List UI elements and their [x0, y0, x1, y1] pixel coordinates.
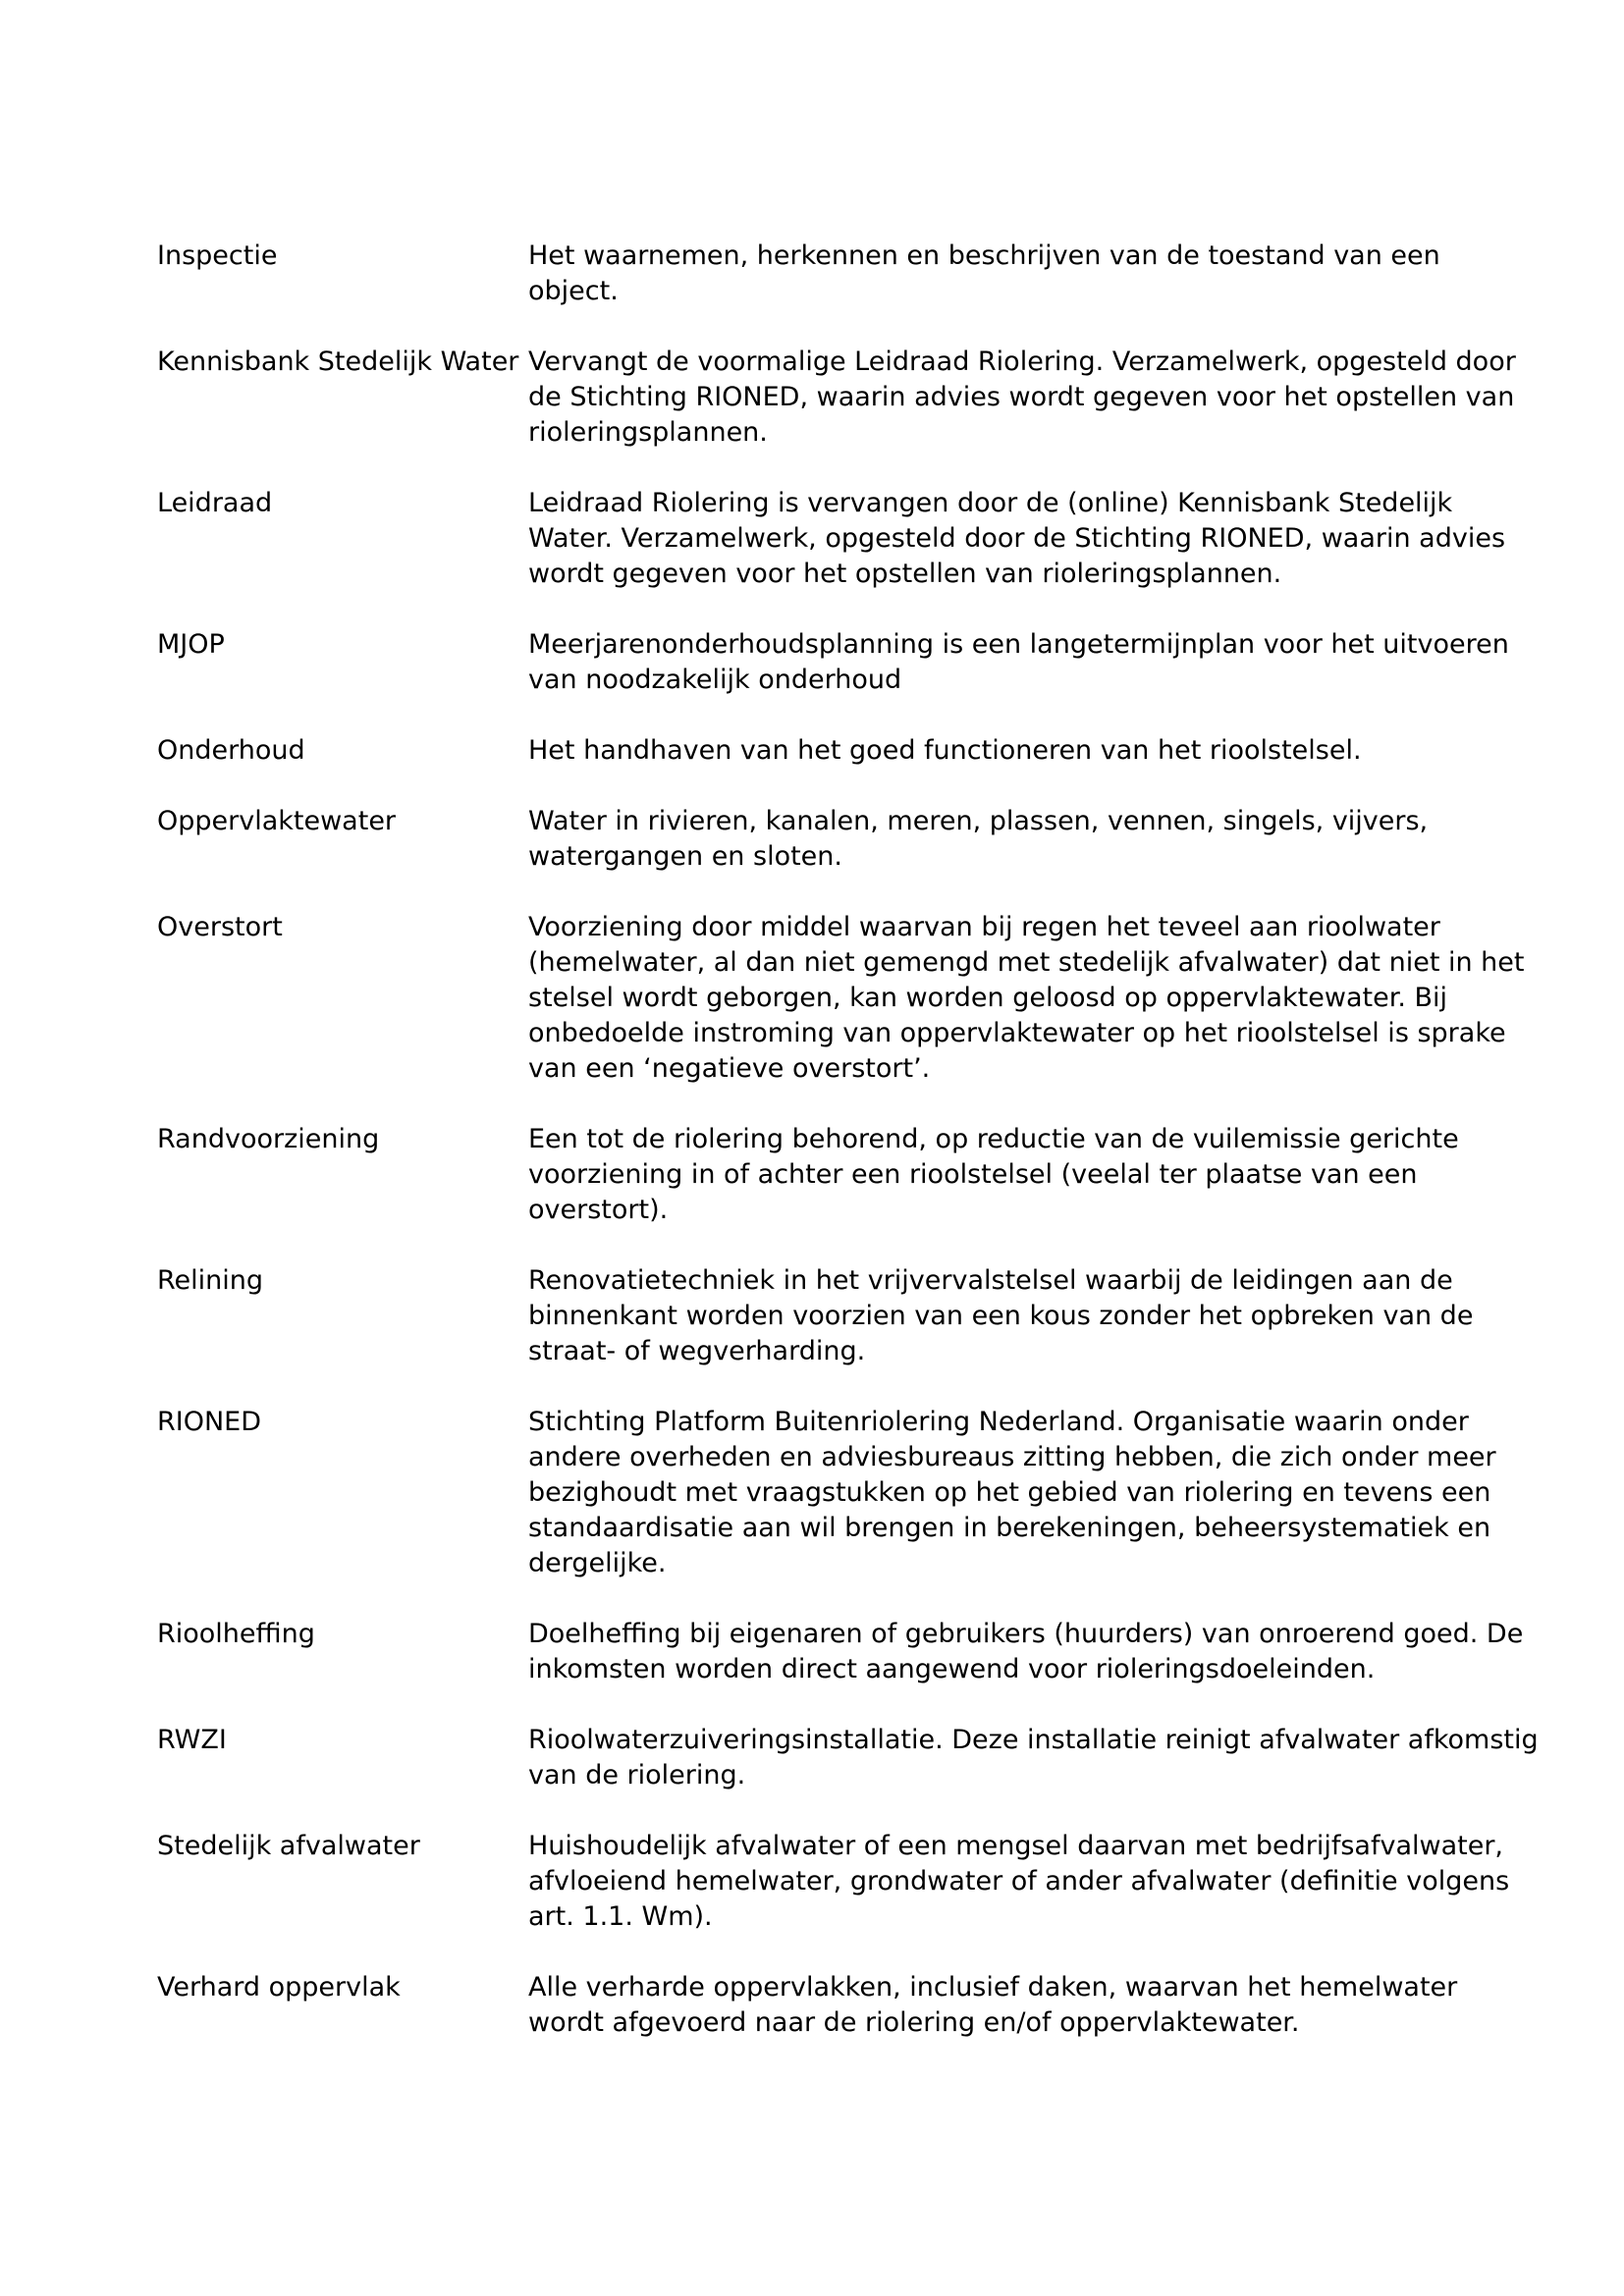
definition-line: Rioolwaterzuiveringsinstallatie. Deze installatie reinigt afvalwater afkomstig — [528, 1725, 1539, 1755]
definition-line: de Stichting RIONED, waarin advies wordt gegeven voor het opstellen van — [528, 382, 1515, 412]
definition-line: Het handhaven van het goed functioneren van het rioolstelsel. — [528, 735, 1362, 766]
glossary-entry — [157, 1617, 1561, 1687]
glossary-entry — [157, 1122, 1561, 1228]
definition-line: dergelijke. — [528, 1548, 667, 1578]
definition-line: art. 1.1. Wm). — [528, 1901, 713, 1932]
glossary-entry — [157, 486, 1561, 592]
glossary-term: MJOP — [157, 629, 225, 660]
glossary-definition — [528, 1263, 1549, 1369]
definition-line: van een ‘negatieve overstort’. — [528, 1053, 931, 1084]
glossary-entry — [157, 804, 1561, 875]
glossary-entry — [157, 1263, 1561, 1369]
definition-line: Een tot de riolering behorend, op reductie van de vuilemissie gerichte — [528, 1124, 1459, 1154]
glossary-entry — [157, 733, 1561, 769]
glossary-entry — [157, 1405, 1561, 1581]
definition-line: overstort). — [528, 1195, 669, 1225]
definition-line: Huishoudelijk afvalwater of een mengsel daarvan met bedrijfsafvalwater, — [528, 1831, 1504, 1861]
definition-line: binnenkant worden voorzien van een kous zonder het opbreken van de — [528, 1301, 1474, 1331]
glossary-definition — [528, 804, 1549, 875]
glossary-definition — [528, 733, 1549, 769]
glossary-entry — [157, 1829, 1561, 1935]
glossary-term: Onderhoud — [157, 735, 305, 766]
glossary-definition — [528, 910, 1549, 1087]
definition-line: Leidraad Riolering is vervangen door de (online) Kennisbank Stedelijk — [528, 488, 1453, 518]
definition-line: Water. Verzamelwerk, opgesteld door de Stichting RIONED, waarin advies — [528, 523, 1506, 554]
glossary-term: Verhard oppervlak — [157, 1972, 401, 2002]
definition-line: inkomsten worden direct aangewend voor rioleringsdoeleinden. — [528, 1654, 1376, 1684]
glossary-definition — [528, 1617, 1549, 1687]
glossary-definition — [528, 1723, 1549, 1793]
glossary-term: Oppervlaktewater — [157, 806, 397, 836]
definition-line: straat- of wegverharding. — [528, 1336, 866, 1366]
definition-line: stelsel wordt geborgen, kan worden geloosd op oppervlaktewater. Bij — [528, 983, 1448, 1013]
glossary-term: Leidraad — [157, 488, 273, 518]
glossary-definition — [528, 345, 1549, 451]
definition-line: Renovatietechniek in het vrijvervalstelsel waarbij de leidingen aan de — [528, 1265, 1453, 1296]
glossary-entry — [157, 1723, 1561, 1793]
glossary-term: Relining — [157, 1265, 264, 1296]
glossary-definition — [528, 1829, 1549, 1935]
definition-line: (hemelwater, al dan niet gemengd met stedelijk afvalwater) dat niet in het — [528, 947, 1525, 978]
glossary-definition — [528, 1970, 1549, 2041]
definition-line: Voorziening door middel waarvan bij regen het teveel aan rioolwater — [528, 912, 1440, 942]
definition-line: Stichting Platform Buitenriolering Nederland. Organisatie waarin onder — [528, 1407, 1469, 1437]
glossary-term: Overstort — [157, 912, 283, 942]
glossary-definition — [528, 1122, 1549, 1228]
definition-line: Meerjarenonderhoudsplanning is een langetermijnplan voor het uitvoeren — [528, 629, 1509, 660]
glossary-entry — [157, 345, 1561, 451]
glossary-entry — [157, 910, 1561, 1087]
glossary-entry — [157, 239, 1561, 309]
definition-line: object. — [528, 276, 619, 306]
definition-line: watergangen en sloten. — [528, 841, 842, 872]
glossary-term: Kennisbank Stedelijk Water — [157, 347, 519, 377]
glossary-term: Stedelijk afvalwater — [157, 1831, 420, 1861]
definition-line: Het waarnemen, herkennen en beschrijven van de toestand van een — [528, 240, 1440, 271]
definition-line: andere overheden en adviesbureaus zitting hebben, die zich onder meer — [528, 1442, 1496, 1472]
glossary-list — [157, 239, 1561, 2041]
definition-line: Water in rivieren, kanalen, meren, plassen, vennen, singels, vijvers, — [528, 806, 1429, 836]
glossary-definition — [528, 239, 1549, 309]
definition-line: voorziening in of achter een rioolstelsel (veelal ter plaatse van een — [528, 1159, 1418, 1190]
glossary-term: Inspectie — [157, 240, 278, 271]
definition-line: rioleringsplannen. — [528, 417, 768, 448]
glossary-term: RWZI — [157, 1725, 227, 1755]
definition-line: wordt afgevoerd naar de riolering en/of oppervlaktewater. — [528, 2007, 1300, 2038]
definition-line: Doelheffing bij eigenaren of gebruikers (huurders) van onroerend goed. De — [528, 1619, 1524, 1649]
definition-line: Vervangt de voormalige Leidraad Riolering. Verzamelwerk, opgesteld door — [528, 347, 1516, 377]
definition-line: van noodzakelijk onderhoud — [528, 665, 902, 695]
glossary-definition — [528, 486, 1549, 592]
glossary-entry — [157, 627, 1561, 698]
definition-line: van de riolering. — [528, 1760, 746, 1790]
glossary-term: Randvoorziening — [157, 1124, 380, 1154]
definition-line: bezighoudt met vraagstukken op het gebied van riolering en tevens een — [528, 1477, 1491, 1508]
glossary-term: RIONED — [157, 1407, 262, 1437]
definition-line: Alle verharde oppervlakken, inclusief daken, waarvan het hemelwater — [528, 1972, 1458, 2002]
glossary-definition — [528, 627, 1549, 698]
glossary-term: Rioolheffing — [157, 1619, 315, 1649]
definition-line: onbedoelde instroming van oppervlaktewater op het rioolstelsel is sprake — [528, 1018, 1506, 1048]
definition-line: standaardisatie aan wil brengen in berekeningen, beheersystematiek en — [528, 1513, 1491, 1543]
definition-line: wordt gegeven voor het opstellen van rioleringsplannen. — [528, 559, 1282, 589]
glossary-entry — [157, 1970, 1561, 2041]
definition-line: afvloeiend hemelwater, grondwater of ander afvalwater (definitie volgens — [528, 1866, 1510, 1896]
glossary-definition — [528, 1405, 1549, 1581]
